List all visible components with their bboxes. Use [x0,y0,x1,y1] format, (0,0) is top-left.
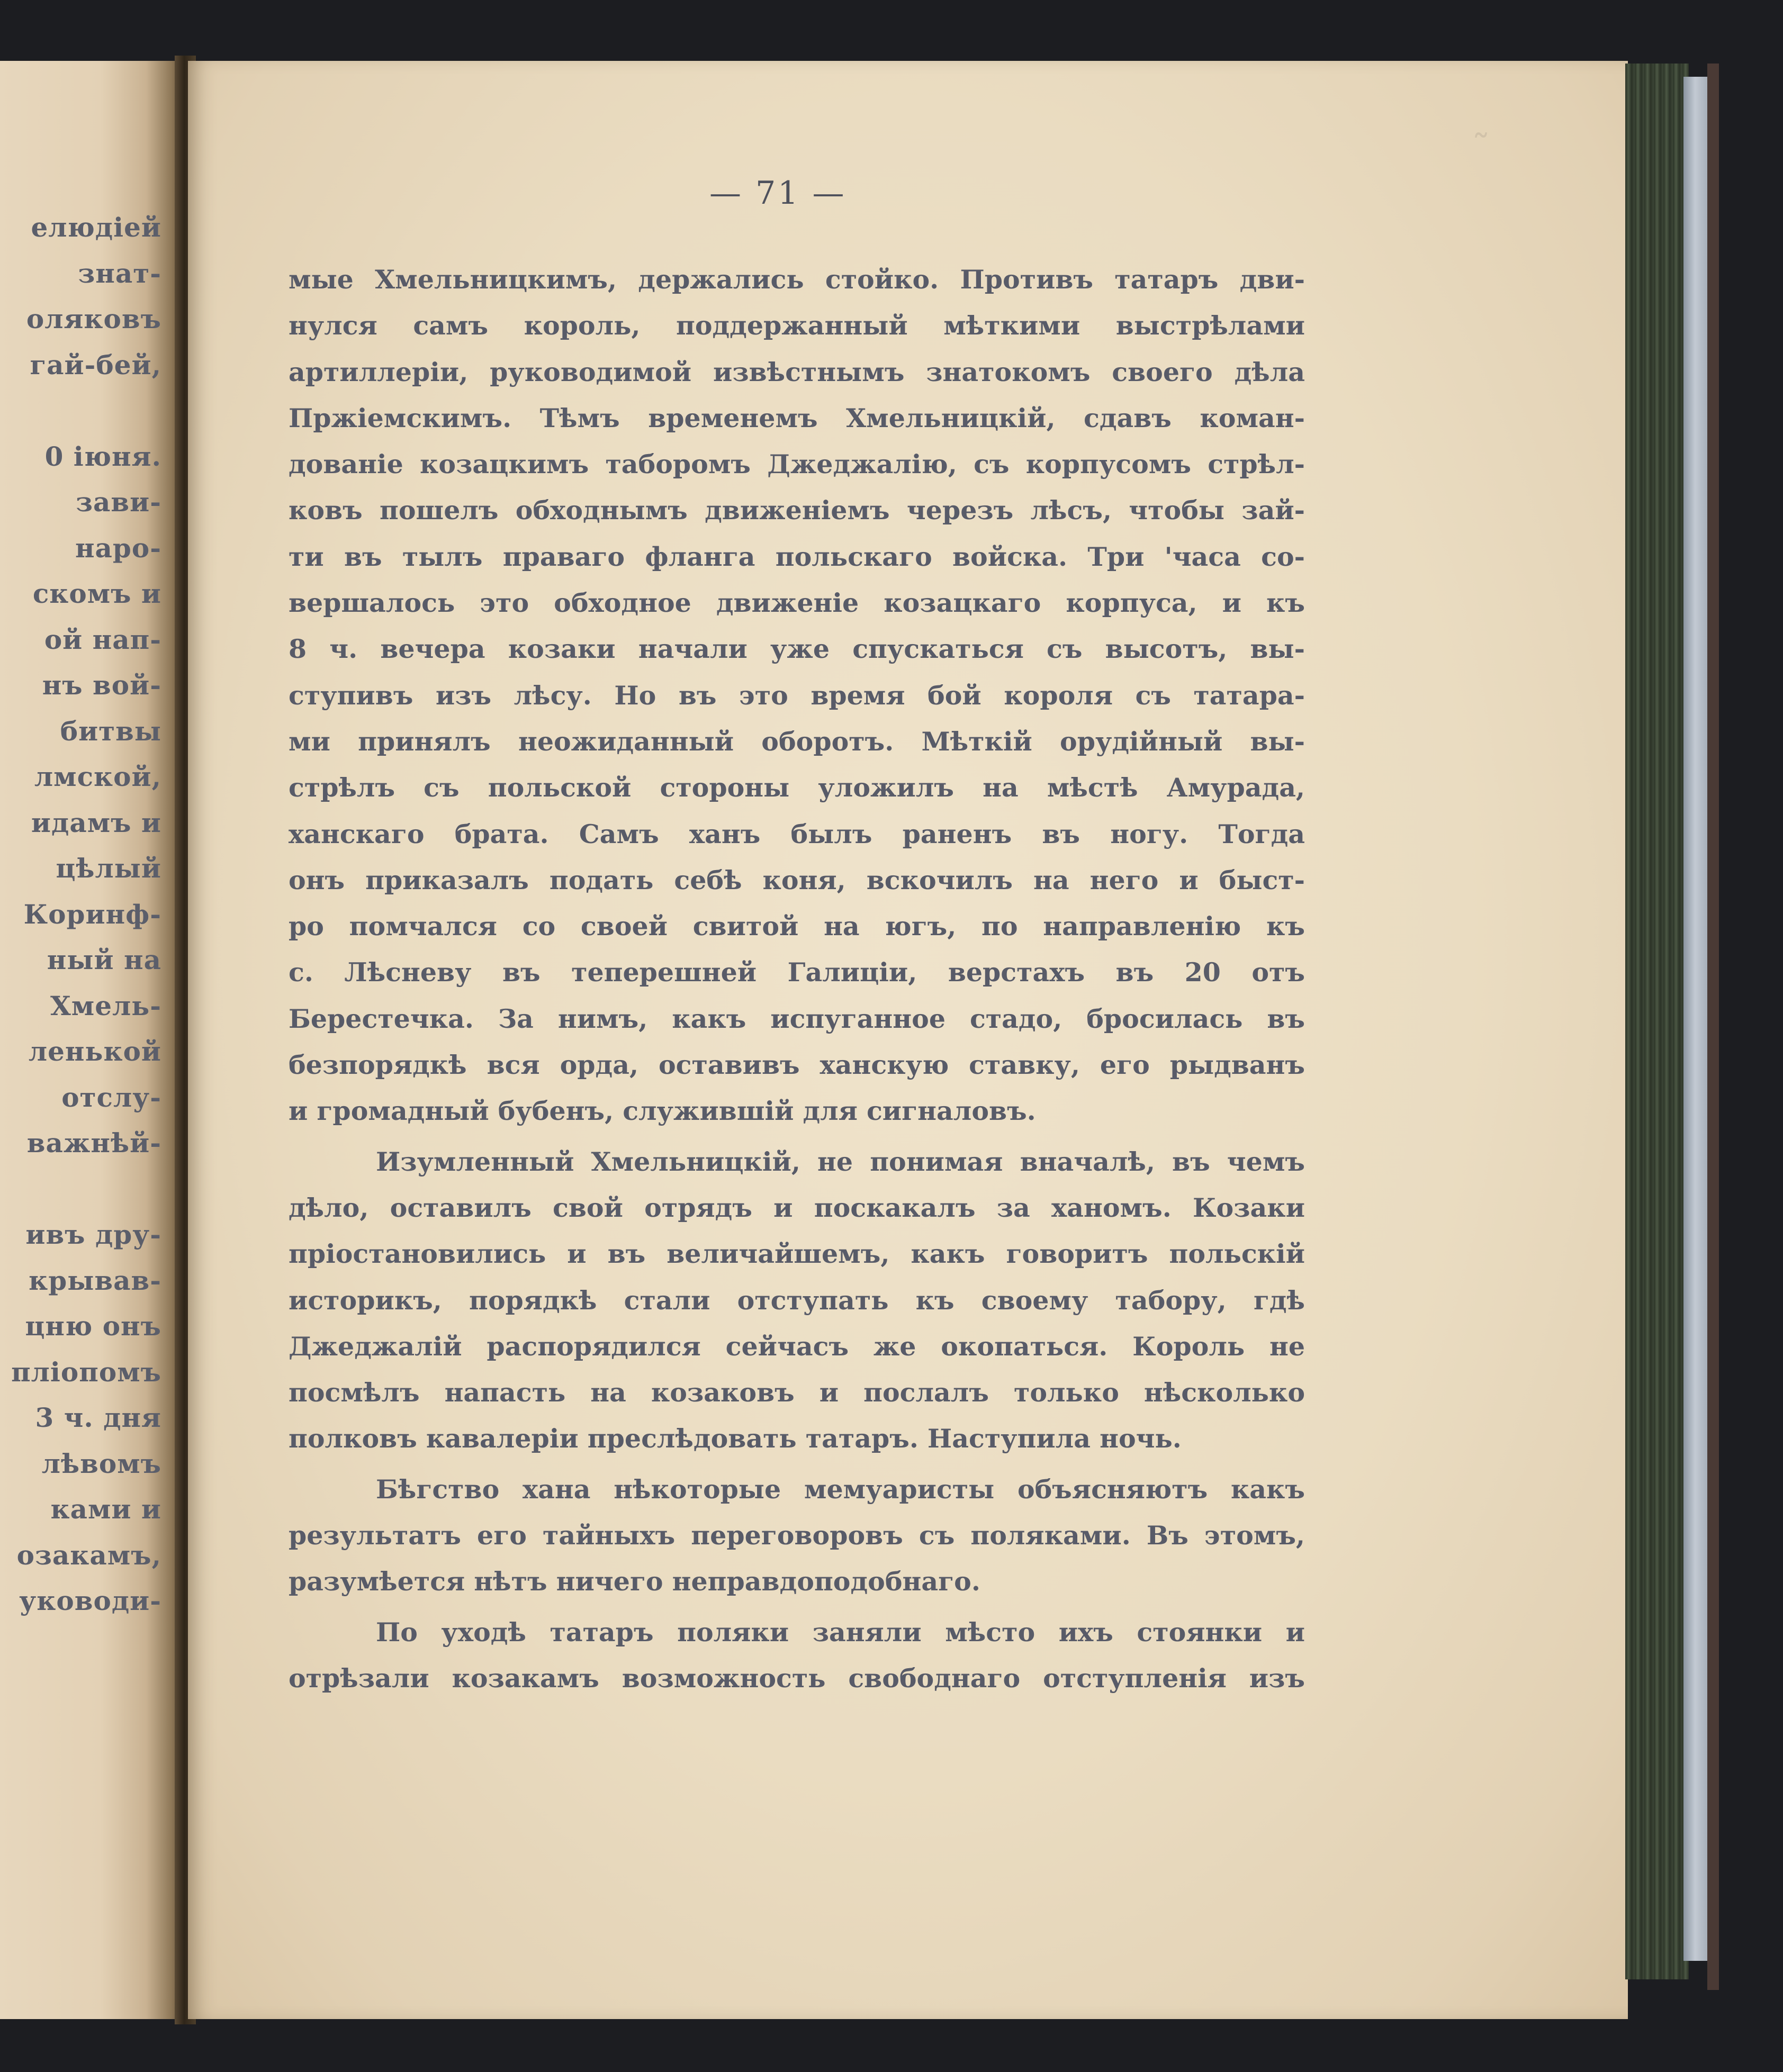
left-page-fragment: знат- [78,257,161,289]
text-line: ми принялъ неожиданный оборотъ. Мѣткій орудійный вы- [289,726,1305,757]
text-line: Джеджалій распорядился сейчасъ же окопаться. Король не [289,1331,1305,1362]
text-line: безпорядкѣ вся орда, оставивъ ханскую ставку, его рыдванъ [289,1049,1305,1081]
left-page-fragment: крывав- [29,1264,161,1296]
text-line: Берестечка. За нимъ, какъ испуганное стадо, бросилась въ [289,1003,1305,1034]
left-page-fragment: битвы [60,715,161,747]
text-line: отрѣзали козакамъ возможность свободнаго отступленія изъ [289,1662,1305,1694]
page-edges [1625,64,1689,1979]
left-page-fragment: Хмель- [50,990,161,1021]
text-line: разумѣется нѣтъ ничего неправдоподобнаго. [289,1566,980,1597]
left-page [0,61,183,2019]
text-line: мые Хмельницкимъ, держались стойко. Противъ татаръ дви- [289,264,1305,295]
left-page-fragment: Коринф- [23,898,161,930]
left-page-fragment: зави- [76,486,161,518]
text-line: вершалось это обходное движеніе козацкаго корпуса, и къ [289,587,1305,619]
text-line: Пржіемскимъ. Тѣмъ временемъ Хмельницкій, сдавъ коман- [289,402,1305,433]
text-line: ханскаго брата. Самъ ханъ былъ раненъ въ ногу. Тогда [289,818,1305,849]
text-line: дѣло, оставилъ свой отрядъ и поскакалъ за ханомъ. Козаки [289,1192,1305,1223]
text-line: 8 ч. вечера козаки начали уже спускаться съ высотъ, вы- [289,634,1305,665]
text-line: ро помчался со своей свитой на югъ, по направленію къ [289,911,1305,942]
text-line: Бѣгство хана нѣкоторые мемуаристы объясняютъ какъ [376,1473,1305,1505]
text-line: результатъ его тайныхъ переговоровъ съ поляками. Въ этомъ, [289,1520,1305,1551]
paragraph-gap [289,1462,1305,1467]
left-page-fragment: важнѣй- [26,1127,161,1159]
left-page-fragment: 0 іюня. [44,440,161,472]
text-line: По уходѣ татаръ поляки заняли мѣсто ихъ стоянки и [376,1616,1305,1648]
left-page-fragment: ой нап- [44,623,161,655]
page-text [289,257,1305,1702]
left-page-fragment: нъ вой- [42,669,161,701]
paragraph-gap [289,1135,1305,1139]
text-line: стрѣлъ съ польской стороны уложилъ на мѣстѣ Амурада, [289,772,1305,803]
text-line: ти въ тылъ праваго фланга польскаго войска. Три 'часа со- [289,541,1305,572]
text-line: полковъ кавалеріи преслѣдовать татаръ. Наступила ночь. [289,1423,1182,1454]
left-page-fragment: ный на [47,944,161,975]
left-page-fragment: цню онъ [25,1310,161,1342]
paragraph [289,1609,1305,1702]
left-page-fragment: ивъ дру- [25,1219,161,1250]
left-page-fragment: скомъ и [32,578,161,609]
text-line: Изумленный Хмельницкій, не понимая вначалѣ, въ чемъ [376,1146,1305,1177]
left-page-fragment: ками и [50,1494,161,1525]
left-page-fragment: идамъ и [31,807,161,838]
left-page-fragment: уководи- [19,1585,161,1616]
left-page-fragment: оляковъ [26,303,161,334]
text-line: и громадный бубенъ, служившій для сигналовъ. [289,1096,1036,1127]
left-page-fragment: лмской, [34,761,161,792]
left-page-fragment: озакамъ, [16,1539,161,1571]
paragraph-gap [289,1605,1305,1609]
text-line: ступивъ изъ лѣсу. Но въ это время бой короля съ татара- [289,680,1305,711]
left-page-fragment: отслу- [61,1081,161,1113]
paragraph [289,1139,1305,1462]
left-page-fragment: ленькой [28,1036,161,1067]
left-page-fragment: елюдіей [31,212,161,243]
left-page-fragment: цѣлый [56,853,161,884]
text-line: историкъ, порядкѣ стали отступать къ своему табору, гдѣ [289,1284,1305,1316]
paragraph [289,1467,1305,1605]
paragraph [289,257,1305,1135]
text-line: онъ приказалъ подать себѣ коня, вскочилъ на него и быст- [289,864,1305,895]
left-page-fragment: 3 ч. дня [35,1402,161,1433]
text-line: нулся самъ король, поддержанный мѣткими выстрѣлами [289,310,1305,341]
text-line: артиллеріи, руководимой извѣстнымъ знатокомъ своего дѣла [289,356,1305,387]
left-page-fragment: лѣвомъ [41,1447,161,1479]
left-page-fragment: гай-бей, [30,349,161,381]
left-page-fragment: наро- [75,532,161,564]
text-line: ковъ пошелъ обходнымъ движеніемъ черезъ лѣсъ, чтобы зай- [289,495,1305,526]
paper-stain: ˜ [1472,127,1490,170]
text-line: пріостановились и въ величайшемъ, какъ говоритъ польскій [289,1238,1305,1270]
page-number: — 71 — [709,175,847,212]
text-line: дованіе козацкимъ таборомъ Джеджалію, съ корпусомъ стрѣл- [289,449,1305,480]
left-page-fragment: плiопомъ [11,1356,161,1388]
text-line: с. Лѣсневу въ теперешней Галиціи, верстахъ въ 20 отъ [289,957,1305,988]
book-cover-edge [1707,64,1719,1990]
text-line: посмѣлъ напасть на козаковъ и послалъ только нѣсколько [289,1377,1305,1408]
